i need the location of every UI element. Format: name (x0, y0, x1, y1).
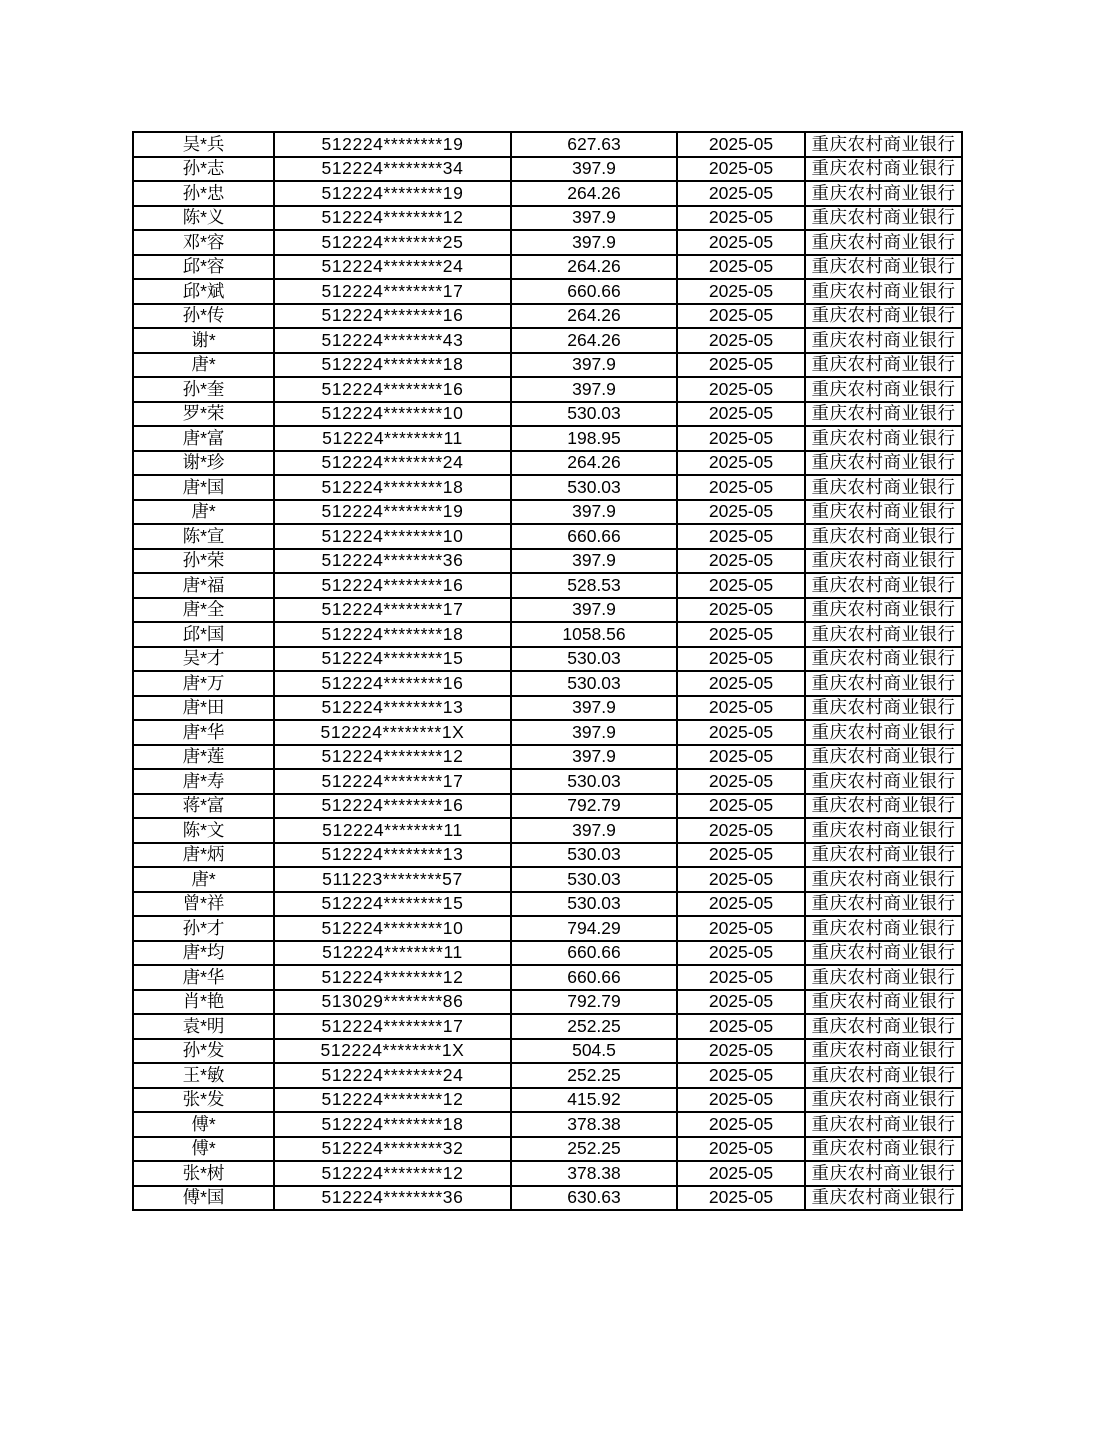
cell-amount: 397.9 (511, 377, 677, 402)
cell-amount: 378.38 (511, 1161, 677, 1186)
cell-amount: 397.9 (511, 598, 677, 623)
table-row (133, 916, 962, 941)
cell-id-number: 512224********17 (274, 769, 511, 794)
cell-amount: 530.03 (511, 892, 677, 917)
cell-amount: 794.29 (511, 916, 677, 941)
cell-id-number: 512224********18 (274, 475, 511, 500)
cell-amount: 264.26 (511, 328, 677, 353)
table-row (133, 500, 962, 525)
cell-bank-name: 重庆农村商业银行 (805, 1088, 962, 1113)
cell-amount: 1058.56 (511, 622, 677, 647)
cell-amount: 397.9 (511, 500, 677, 525)
table-row (133, 181, 962, 206)
cell-amount: 627.63 (511, 132, 677, 157)
cell-month: 2025-05 (677, 426, 805, 451)
cell-id-number: 512224********24 (274, 451, 511, 476)
cell-id-number: 512224********13 (274, 843, 511, 868)
cell-amount: 792.79 (511, 794, 677, 819)
cell-month: 2025-05 (677, 1014, 805, 1039)
cell-bank-name: 重庆农村商业银行 (805, 206, 962, 231)
cell-id-number: 512224********17 (274, 279, 511, 304)
table-row (133, 1088, 962, 1113)
cell-id-number: 512224********24 (274, 1063, 511, 1088)
cell-id-number: 512224********18 (274, 1112, 511, 1137)
cell-bank-name: 重庆农村商业银行 (805, 402, 962, 427)
cell-id-number: 512224********36 (274, 1186, 511, 1211)
table-row (133, 157, 962, 182)
cell-person-name: 唐*均 (133, 941, 274, 966)
cell-amount: 264.26 (511, 181, 677, 206)
table-row (133, 794, 962, 819)
cell-person-name: 唐*寿 (133, 769, 274, 794)
cell-amount: 397.9 (511, 696, 677, 721)
cell-month: 2025-05 (677, 622, 805, 647)
cell-person-name: 唐*华 (133, 965, 274, 990)
table-row (133, 671, 962, 696)
cell-person-name: 傅* (133, 1137, 274, 1162)
cell-id-number: 512224********19 (274, 500, 511, 525)
table-row (133, 965, 962, 990)
cell-id-number: 512224********12 (274, 745, 511, 770)
cell-id-number: 512224********12 (274, 1161, 511, 1186)
table-body (133, 132, 962, 1210)
table-row (133, 353, 962, 378)
cell-id-number: 512224********16 (274, 304, 511, 329)
cell-id-number: 512224********12 (274, 206, 511, 231)
table-row (133, 892, 962, 917)
cell-id-number: 512224********15 (274, 647, 511, 672)
cell-person-name: 蒋*富 (133, 794, 274, 819)
cell-month: 2025-05 (677, 353, 805, 378)
cell-bank-name: 重庆农村商业银行 (805, 1039, 962, 1064)
cell-id-number: 512224********34 (274, 157, 511, 182)
cell-month: 2025-05 (677, 206, 805, 231)
cell-month: 2025-05 (677, 671, 805, 696)
cell-month: 2025-05 (677, 279, 805, 304)
cell-person-name: 孙*荣 (133, 549, 274, 574)
cell-amount: 397.9 (511, 720, 677, 745)
cell-bank-name: 重庆农村商业银行 (805, 843, 962, 868)
cell-person-name: 唐* (133, 500, 274, 525)
cell-id-number: 512224********43 (274, 328, 511, 353)
cell-id-number: 513029********86 (274, 990, 511, 1015)
cell-bank-name: 重庆农村商业银行 (805, 549, 962, 574)
cell-bank-name: 重庆农村商业银行 (805, 157, 962, 182)
cell-id-number: 512224********25 (274, 230, 511, 255)
cell-amount: 792.79 (511, 990, 677, 1015)
cell-amount: 660.66 (511, 524, 677, 549)
cell-id-number: 512224********15 (274, 892, 511, 917)
cell-month: 2025-05 (677, 377, 805, 402)
cell-amount: 397.9 (511, 230, 677, 255)
cell-month: 2025-05 (677, 255, 805, 280)
cell-person-name: 唐*全 (133, 598, 274, 623)
cell-bank-name: 重庆农村商业银行 (805, 941, 962, 966)
table-row (133, 377, 962, 402)
cell-person-name: 孙*奎 (133, 377, 274, 402)
cell-person-name: 邱*容 (133, 255, 274, 280)
cell-amount: 397.9 (511, 353, 677, 378)
cell-id-number: 512224********16 (274, 671, 511, 696)
table-row (133, 475, 962, 500)
cell-amount: 397.9 (511, 818, 677, 843)
cell-month: 2025-05 (677, 941, 805, 966)
table-row (133, 402, 962, 427)
cell-bank-name: 重庆农村商业银行 (805, 132, 962, 157)
cell-person-name: 唐* (133, 867, 274, 892)
cell-bank-name: 重庆农村商业银行 (805, 867, 962, 892)
cell-person-name: 罗*荣 (133, 402, 274, 427)
cell-id-number: 512224********32 (274, 1137, 511, 1162)
cell-month: 2025-05 (677, 867, 805, 892)
table-row (133, 230, 962, 255)
cell-id-number: 512224********24 (274, 255, 511, 280)
cell-id-number: 512224********19 (274, 132, 511, 157)
table-row (133, 1186, 962, 1211)
cell-month: 2025-05 (677, 1186, 805, 1211)
cell-month: 2025-05 (677, 818, 805, 843)
cell-id-number: 512224********36 (274, 549, 511, 574)
cell-bank-name: 重庆农村商业银行 (805, 916, 962, 941)
cell-bank-name: 重庆农村商业银行 (805, 965, 962, 990)
cell-person-name: 邱*国 (133, 622, 274, 647)
cell-month: 2025-05 (677, 573, 805, 598)
cell-amount: 397.9 (511, 206, 677, 231)
cell-amount: 660.66 (511, 941, 677, 966)
cell-month: 2025-05 (677, 1039, 805, 1064)
cell-amount: 530.03 (511, 867, 677, 892)
cell-bank-name: 重庆农村商业银行 (805, 451, 962, 476)
cell-bank-name: 重庆农村商业银行 (805, 1112, 962, 1137)
table-row (133, 769, 962, 794)
cell-amount: 397.9 (511, 549, 677, 574)
table-row (133, 426, 962, 451)
cell-month: 2025-05 (677, 132, 805, 157)
cell-bank-name: 重庆农村商业银行 (805, 304, 962, 329)
cell-person-name: 谢* (133, 328, 274, 353)
cell-id-number: 512224********1X (274, 720, 511, 745)
cell-person-name: 孙*志 (133, 157, 274, 182)
cell-id-number: 512224********11 (274, 818, 511, 843)
cell-bank-name: 重庆农村商业银行 (805, 353, 962, 378)
cell-person-name: 傅*国 (133, 1186, 274, 1211)
table-row (133, 1063, 962, 1088)
cell-person-name: 孙*发 (133, 1039, 274, 1064)
cell-amount: 415.92 (511, 1088, 677, 1113)
cell-amount: 530.03 (511, 671, 677, 696)
cell-amount: 378.38 (511, 1112, 677, 1137)
cell-bank-name: 重庆农村商业银行 (805, 255, 962, 280)
cell-bank-name: 重庆农村商业银行 (805, 181, 962, 206)
cell-month: 2025-05 (677, 500, 805, 525)
cell-amount: 530.03 (511, 402, 677, 427)
cell-id-number: 512224********12 (274, 1088, 511, 1113)
cell-amount: 530.03 (511, 475, 677, 500)
cell-amount: 630.63 (511, 1186, 677, 1211)
cell-month: 2025-05 (677, 524, 805, 549)
cell-bank-name: 重庆农村商业银行 (805, 377, 962, 402)
cell-bank-name: 重庆农村商业银行 (805, 1161, 962, 1186)
cell-id-number: 512224********12 (274, 965, 511, 990)
cell-amount: 530.03 (511, 647, 677, 672)
payment-disclosure-table (132, 131, 963, 1211)
cell-amount: 528.53 (511, 573, 677, 598)
cell-month: 2025-05 (677, 990, 805, 1015)
table-row (133, 206, 962, 231)
table-row (133, 549, 962, 574)
table-row (133, 304, 962, 329)
table-row (133, 867, 962, 892)
cell-bank-name: 重庆农村商业银行 (805, 696, 962, 721)
cell-id-number: 512224********17 (274, 1014, 511, 1039)
cell-amount: 397.9 (511, 745, 677, 770)
cell-person-name: 唐*炳 (133, 843, 274, 868)
table-row (133, 622, 962, 647)
cell-bank-name: 重庆农村商业银行 (805, 647, 962, 672)
cell-month: 2025-05 (677, 647, 805, 672)
cell-bank-name: 重庆农村商业银行 (805, 622, 962, 647)
cell-id-number: 512224********1X (274, 1039, 511, 1064)
cell-person-name: 袁*明 (133, 1014, 274, 1039)
cell-month: 2025-05 (677, 181, 805, 206)
cell-person-name: 唐*福 (133, 573, 274, 598)
cell-person-name: 肖*艳 (133, 990, 274, 1015)
cell-id-number: 512224********18 (274, 622, 511, 647)
cell-bank-name: 重庆农村商业银行 (805, 720, 962, 745)
cell-month: 2025-05 (677, 1088, 805, 1113)
cell-bank-name: 重庆农村商业银行 (805, 1137, 962, 1162)
cell-month: 2025-05 (677, 451, 805, 476)
cell-amount: 264.26 (511, 451, 677, 476)
cell-bank-name: 重庆农村商业银行 (805, 1063, 962, 1088)
cell-person-name: 邱*斌 (133, 279, 274, 304)
cell-amount: 530.03 (511, 769, 677, 794)
table-row (133, 696, 962, 721)
table-row (133, 1137, 962, 1162)
cell-id-number: 512224********16 (274, 377, 511, 402)
cell-bank-name: 重庆农村商业银行 (805, 500, 962, 525)
cell-bank-name: 重庆农村商业银行 (805, 1186, 962, 1211)
table-row (133, 818, 962, 843)
cell-id-number: 512224********17 (274, 598, 511, 623)
cell-person-name: 吴*才 (133, 647, 274, 672)
cell-person-name: 唐*富 (133, 426, 274, 451)
cell-bank-name: 重庆农村商业银行 (805, 524, 962, 549)
cell-person-name: 邓*容 (133, 230, 274, 255)
cell-month: 2025-05 (677, 328, 805, 353)
cell-month: 2025-05 (677, 720, 805, 745)
cell-person-name: 曾*祥 (133, 892, 274, 917)
cell-id-number: 511223********57 (274, 867, 511, 892)
cell-person-name: 唐*国 (133, 475, 274, 500)
cell-person-name: 唐*万 (133, 671, 274, 696)
cell-bank-name: 重庆农村商业银行 (805, 328, 962, 353)
cell-amount: 264.26 (511, 304, 677, 329)
table-row (133, 941, 962, 966)
table-row (133, 647, 962, 672)
cell-person-name: 张*树 (133, 1161, 274, 1186)
table-row (133, 720, 962, 745)
table-row (133, 279, 962, 304)
cell-id-number: 512224********11 (274, 941, 511, 966)
cell-id-number: 512224********16 (274, 573, 511, 598)
cell-month: 2025-05 (677, 1063, 805, 1088)
cell-amount: 252.25 (511, 1014, 677, 1039)
cell-month: 2025-05 (677, 745, 805, 770)
cell-person-name: 吴*兵 (133, 132, 274, 157)
cell-bank-name: 重庆农村商业银行 (805, 990, 962, 1015)
cell-person-name: 陈*文 (133, 818, 274, 843)
cell-person-name: 孙*忠 (133, 181, 274, 206)
table-row (133, 598, 962, 623)
cell-bank-name: 重庆农村商业银行 (805, 573, 962, 598)
cell-id-number: 512224********19 (274, 181, 511, 206)
cell-month: 2025-05 (677, 598, 805, 623)
cell-month: 2025-05 (677, 230, 805, 255)
cell-month: 2025-05 (677, 843, 805, 868)
cell-month: 2025-05 (677, 794, 805, 819)
cell-person-name: 唐* (133, 353, 274, 378)
cell-person-name: 谢*珍 (133, 451, 274, 476)
cell-person-name: 孙*传 (133, 304, 274, 329)
cell-bank-name: 重庆农村商业银行 (805, 1014, 962, 1039)
table-row (133, 573, 962, 598)
table-row (133, 451, 962, 476)
cell-month: 2025-05 (677, 696, 805, 721)
cell-person-name: 傅* (133, 1112, 274, 1137)
cell-amount: 198.95 (511, 426, 677, 451)
cell-bank-name: 重庆农村商业银行 (805, 745, 962, 770)
cell-person-name: 张*发 (133, 1088, 274, 1113)
cell-person-name: 唐*田 (133, 696, 274, 721)
cell-amount: 264.26 (511, 255, 677, 280)
cell-person-name: 唐*莲 (133, 745, 274, 770)
table-row (133, 843, 962, 868)
cell-month: 2025-05 (677, 1137, 805, 1162)
table-row (133, 328, 962, 353)
cell-month: 2025-05 (677, 475, 805, 500)
cell-bank-name: 重庆农村商业银行 (805, 671, 962, 696)
table-row (133, 745, 962, 770)
cell-month: 2025-05 (677, 1112, 805, 1137)
cell-amount: 252.25 (511, 1137, 677, 1162)
cell-bank-name: 重庆农村商业银行 (805, 230, 962, 255)
cell-person-name: 陈*宣 (133, 524, 274, 549)
cell-person-name: 陈*义 (133, 206, 274, 231)
cell-bank-name: 重庆农村商业银行 (805, 892, 962, 917)
cell-id-number: 512224********10 (274, 524, 511, 549)
cell-amount: 660.66 (511, 279, 677, 304)
cell-amount: 660.66 (511, 965, 677, 990)
table-row (133, 1039, 962, 1064)
table-row (133, 255, 962, 280)
table-row (133, 1161, 962, 1186)
cell-id-number: 512224********10 (274, 916, 511, 941)
cell-month: 2025-05 (677, 769, 805, 794)
cell-month: 2025-05 (677, 549, 805, 574)
cell-bank-name: 重庆农村商业银行 (805, 769, 962, 794)
cell-bank-name: 重庆农村商业银行 (805, 818, 962, 843)
cell-id-number: 512224********11 (274, 426, 511, 451)
cell-amount: 397.9 (511, 157, 677, 182)
cell-bank-name: 重庆农村商业银行 (805, 794, 962, 819)
cell-month: 2025-05 (677, 304, 805, 329)
cell-month: 2025-05 (677, 892, 805, 917)
cell-id-number: 512224********18 (274, 353, 511, 378)
table-row (133, 990, 962, 1015)
cell-month: 2025-05 (677, 965, 805, 990)
cell-bank-name: 重庆农村商业银行 (805, 475, 962, 500)
table-row (133, 132, 962, 157)
cell-id-number: 512224********16 (274, 794, 511, 819)
cell-amount: 530.03 (511, 843, 677, 868)
cell-bank-name: 重庆农村商业银行 (805, 279, 962, 304)
cell-id-number: 512224********10 (274, 402, 511, 427)
cell-person-name: 唐*华 (133, 720, 274, 745)
cell-id-number: 512224********13 (274, 696, 511, 721)
cell-amount: 252.25 (511, 1063, 677, 1088)
table-row (133, 524, 962, 549)
table-row (133, 1014, 962, 1039)
cell-month: 2025-05 (677, 157, 805, 182)
cell-person-name: 孙*才 (133, 916, 274, 941)
cell-month: 2025-05 (677, 1161, 805, 1186)
table-row (133, 1112, 962, 1137)
cell-bank-name: 重庆农村商业银行 (805, 426, 962, 451)
cell-amount: 504.5 (511, 1039, 677, 1064)
cell-bank-name: 重庆农村商业银行 (805, 598, 962, 623)
cell-month: 2025-05 (677, 916, 805, 941)
cell-month: 2025-05 (677, 402, 805, 427)
cell-person-name: 王*敏 (133, 1063, 274, 1088)
